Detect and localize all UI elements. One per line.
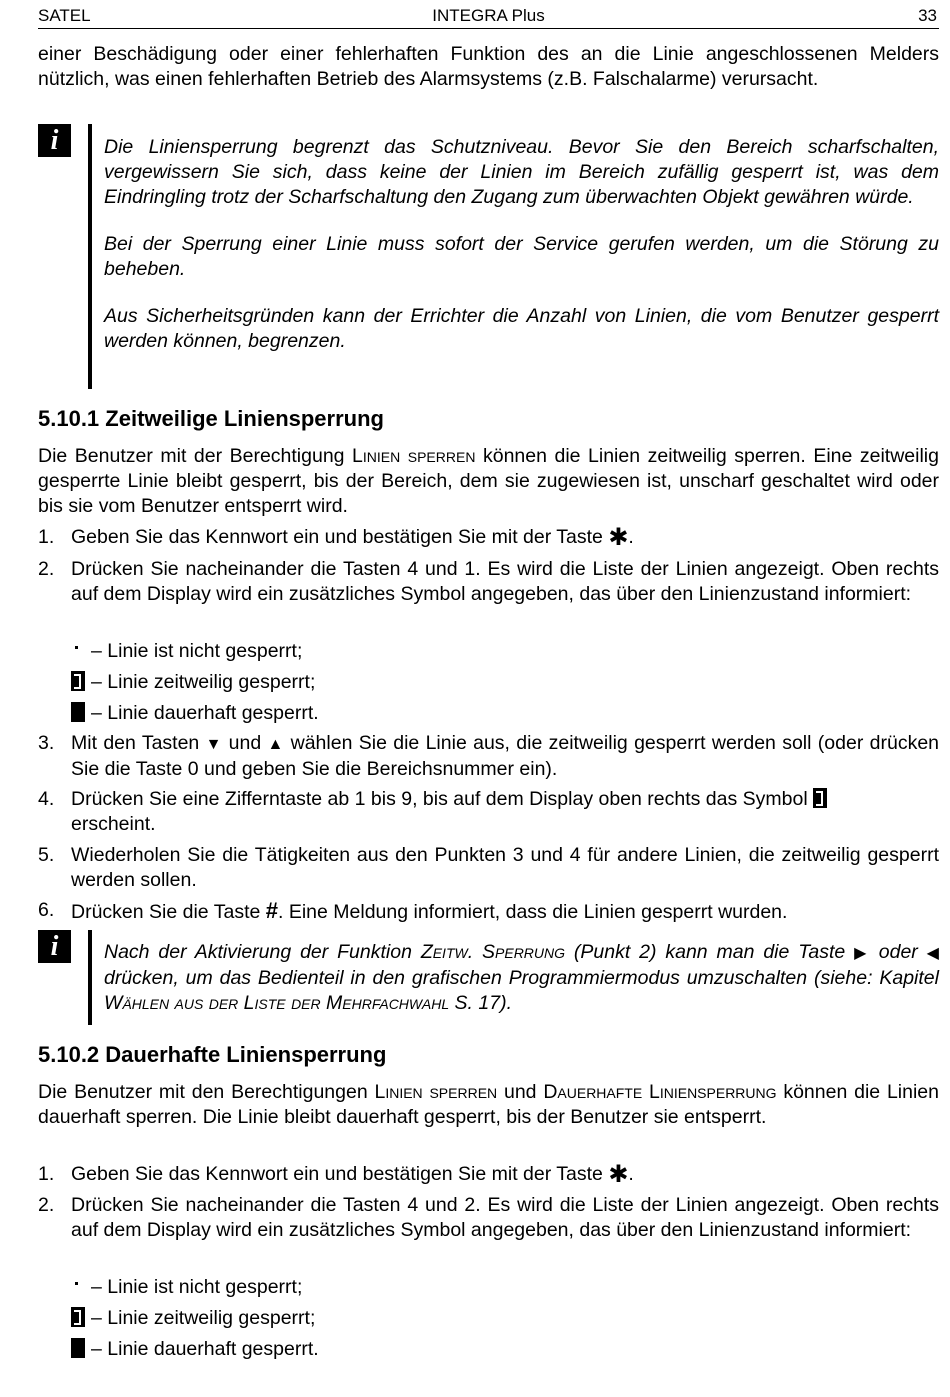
section-intro: Die Benutzer mit den Berechtigungen Linien sperren und Dauerhafte Liniensperrung können die Linien dauerhaft sperren. Die Linie bleibt dauerhaft gesperrt, bis der Benutzer sie entsperrt. bbox=[38, 1081, 939, 1128]
info-note-1 bbox=[38, 124, 939, 389]
step-2: 2. Drücken Sie nacheinander die Tasten 4 und 2. Es wird die Liste der Linien angezeigt. Oben rechts auf dem Display wird ein zusätzliches Symbol angegeben, das über den Linienzustand informiert: bbox=[38, 1194, 939, 1241]
temp-blocked-icon bbox=[813, 788, 827, 808]
up-arrow-key-icon: ▲ bbox=[267, 736, 285, 753]
symbol-row: – Linie zeitweilig gesperrt; bbox=[71, 670, 315, 695]
permanent-blocked-icon bbox=[71, 1338, 85, 1358]
section-heading: 5.10.1 Zeitweilige Liniensperrung bbox=[38, 406, 384, 431]
left-arrow-key-icon: ◀ bbox=[926, 945, 939, 962]
step-1: 1. Geben Sie das Kennwort ein und bestätigen Sie mit der Taste ✱. bbox=[38, 1161, 634, 1188]
symbol-row: – Linie zeitweilig gesperrt; bbox=[71, 1306, 315, 1331]
note-paragraph: Bei der Sperrung einer Linie muss sofort der Service gerufen werden, um die Störung zu beheben. bbox=[104, 233, 939, 280]
page-header bbox=[38, 6, 939, 29]
step-3: 3. Mit den Tasten ▼ und ▲ wählen Sie die Linie aus, die zeitweilig gesperrt werden soll (oder drücken Sie die Taste 0 und geben Sie die Bereichsnummer ein). bbox=[38, 732, 940, 780]
star-key-icon: ✱ bbox=[608, 524, 629, 551]
dot-icon bbox=[71, 640, 85, 660]
section-heading: 5.10.2 Dauerhafte Liniensperrung bbox=[38, 1042, 387, 1067]
header-title: INTEGRA Plus bbox=[432, 6, 545, 25]
star-key-icon: ✱ bbox=[608, 1161, 629, 1188]
info-icon: i bbox=[38, 930, 71, 963]
temp-blocked-icon bbox=[71, 671, 85, 691]
step-5: 5. Wiederholen Sie die Tätigkeiten aus den Punkten 3 und 4 für andere Linien, die zeitweilig gesperrt werden sollen. bbox=[38, 844, 939, 891]
right-arrow-key-icon: ▶ bbox=[854, 945, 870, 962]
intro-paragraph: einer Beschädigung oder einer fehlerhaften Funktion des an die Linie angeschlossenen Melders nützlich, was einen fehlerhaften Betrieb des Alarmsystems (z.B. Falschalarme) verursacht. bbox=[38, 43, 939, 90]
note-bar bbox=[88, 124, 92, 389]
symbol-row: – Linie dauerhaft gesperrt. bbox=[71, 1337, 319, 1362]
section-intro: Die Benutzer mit der Berechtigung Linien sperren können die Linien zeitweilig sperren. Eine zeitweilig gesperrte Linie bleibt gesperrt, bis der Bereich, dem sie zugewiesen ist, unscharf geschaltet wird oder bis sie vom Benutzer entsperrt wird. bbox=[38, 445, 939, 517]
dot-icon bbox=[71, 1276, 85, 1296]
temp-blocked-icon bbox=[71, 1307, 85, 1327]
header-brand: SATEL bbox=[38, 6, 91, 25]
permanent-blocked-icon bbox=[71, 702, 85, 722]
step-1: 1. Geben Sie das Kennwort ein und bestätigen Sie mit der Taste ✱. bbox=[38, 524, 634, 551]
note-paragraph: Aus Sicherheitsgründen kann der Errichter die Anzahl von Linien, die vom Benutzer gesperrt werden können, begrenzen. bbox=[104, 305, 939, 352]
symbol-row: – Linie dauerhaft gesperrt. bbox=[71, 701, 319, 726]
symbol-row: – Linie ist nicht gesperrt; bbox=[71, 1275, 302, 1300]
info-note-2 bbox=[38, 930, 939, 1025]
note-bar bbox=[88, 930, 92, 1025]
symbol-row: – Linie ist nicht gesperrt; bbox=[71, 639, 302, 664]
page-number: 33 bbox=[918, 6, 937, 25]
step-4: 4. Drücken Sie eine Zifferntaste ab 1 bis 9, bis auf dem Display oben rechts das Symbol erscheint. bbox=[38, 787, 939, 837]
note-text bbox=[104, 135, 939, 376]
step-6: 6. Drücken Sie die Taste #. Eine Meldung informiert, dass die Linien gesperrt wurden. bbox=[38, 898, 788, 923]
step-2: 2. Drücken Sie nacheinander die Tasten 4 und 1. Es wird die Liste der Linien angezeigt. Oben rechts auf dem Display wird ein zusätzliches Symbol angegeben, das über den Linienzustand informiert: bbox=[38, 558, 939, 605]
info-icon: i bbox=[38, 124, 71, 157]
note-text: Nach der Aktivierung der Funktion Zeitw. Sperrung (Punkt 2) kann man die Taste ▶ oder ◀ drücken, um das Bedienteil in den grafischen Programmiermodus umzuschalten (siehe: Kapitel Wählen aus der Liste der Mehrfachwahl S. 17). bbox=[104, 941, 939, 1014]
down-arrow-key-icon: ▼ bbox=[205, 736, 223, 753]
hash-key-icon: # bbox=[265, 898, 278, 923]
note-paragraph: Die Liniensperrung begrenzt das Schutzniveau. Bevor Sie den Bereich scharfschalten, vergewissern Sie sich, dass keine der Linien im Bereich zufällig gesperrt ist, was dem Eindringling trotz der Scharfschaltung den Zugang zum überwachten Objekt gewähren würde. bbox=[104, 136, 939, 208]
